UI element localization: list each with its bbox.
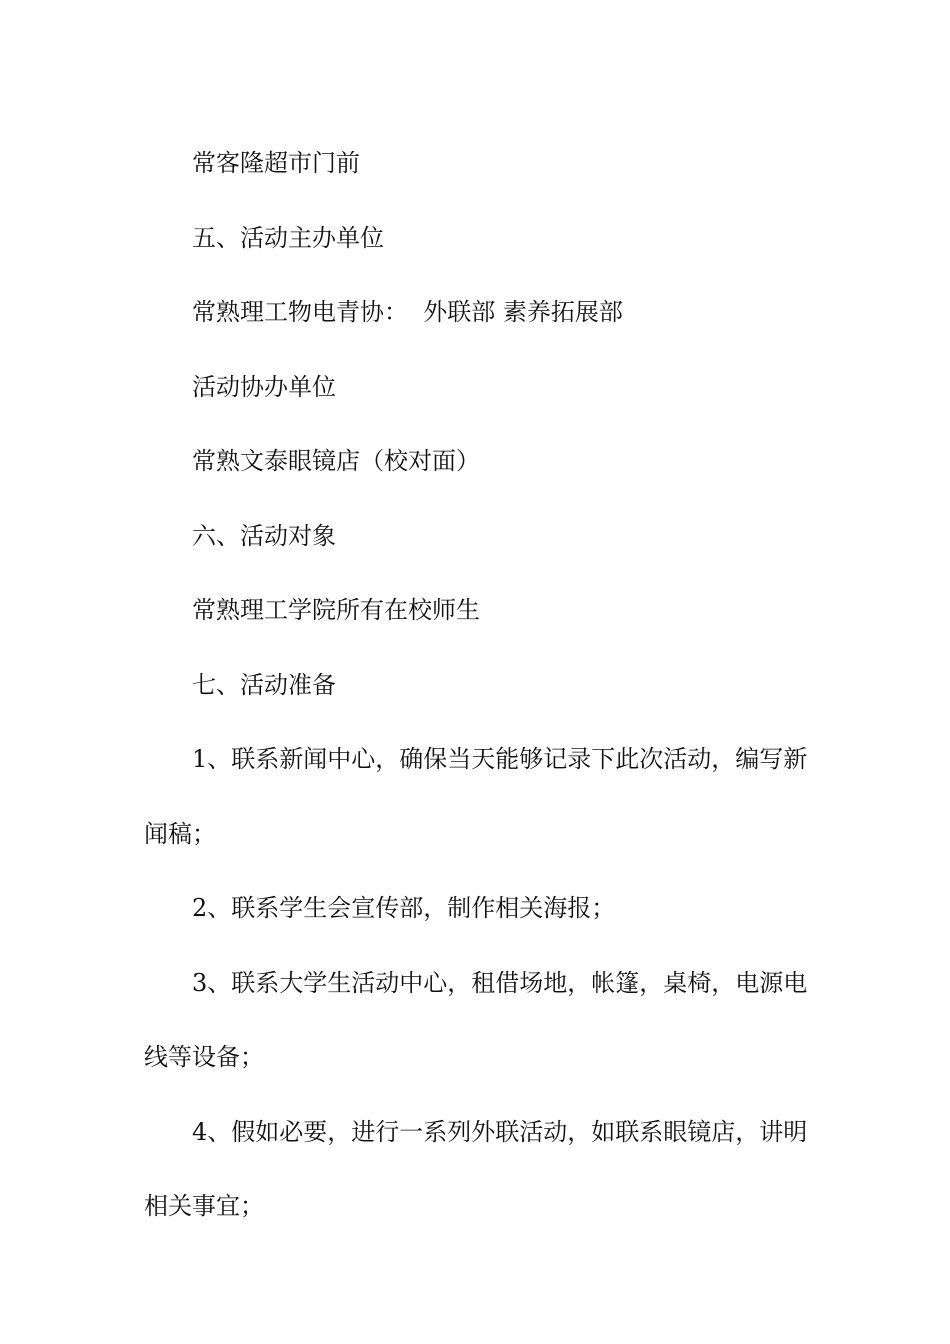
list-item-preparation-3: 3、联系大学生活动中心，租借场地，帐篷，桌椅，电源电线等设备； — [144, 968, 808, 1071]
heading-target-audience: 六、活动对象 — [192, 521, 336, 550]
heading-organizer: 五、活动主办单位 — [192, 223, 384, 252]
paragraph-target-audience: 常熟理工学院所有在校师生 — [192, 596, 480, 624]
heading-preparation: 七、活动准备 — [192, 670, 336, 699]
paragraph-location: 常客隆超市门前 — [192, 149, 360, 177]
paragraph-organizer-name: 常熟理工物电青协： 外联部 素养拓展部 — [192, 298, 623, 326]
list-item-preparation-1: 1、联系新闻中心，确保当天能够记录下此次活动，编写新闻稿； — [144, 745, 808, 848]
heading-co-organizer: 活动协办单位 — [192, 372, 336, 401]
document-body — [144, 126, 808, 1244]
list-item-preparation-2: 2、联系学生会宣传部，制作相关海报； — [192, 894, 616, 922]
paragraph-co-organizer-name: 常熟文泰眼镜店（校对面） — [192, 447, 480, 475]
list-item-preparation-4: 4、假如必要，进行一系列外联活动，如联系眼镜店，讲明相关事宜； — [144, 1117, 808, 1220]
